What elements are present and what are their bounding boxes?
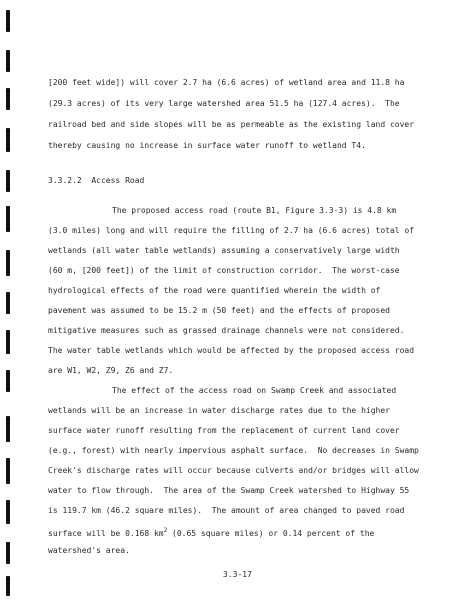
text-line: watershed's area. bbox=[48, 546, 130, 555]
binding-mark bbox=[6, 330, 10, 354]
binding-mark bbox=[6, 88, 10, 110]
text-line: wetlands will be an increase in water discharge rates due to the higher bbox=[48, 406, 390, 415]
text-line: (60 m, [200 feet]) of the limit of construction corridor. The worst-case bbox=[48, 266, 400, 275]
text-line: water to flow through. The area of the Swamp Creek watershed to Highway 55 bbox=[48, 486, 410, 495]
binding-mark bbox=[6, 542, 10, 564]
text-line: The water table wetlands which would be affected by the proposed access road bbox=[48, 346, 415, 355]
binding-mark bbox=[6, 416, 10, 442]
binding-mark bbox=[6, 500, 10, 524]
binding-mark bbox=[6, 10, 10, 32]
text-line: The proposed access road (route B1, Figure 3.3-3) is 4.8 km bbox=[112, 206, 397, 215]
text-line: railroad bed and side slopes will be as permeable as the existing land cover bbox=[48, 120, 415, 129]
superscript: 2 bbox=[163, 527, 168, 534]
text-line: are W1, W2, Z9, Z6 and Z7. bbox=[48, 366, 174, 375]
text-line: is 119.7 km (46.2 square miles). The amount of area changed to paved road bbox=[48, 506, 405, 515]
section-heading: 3.3.2.2 Access Road bbox=[48, 176, 145, 185]
text-line: hydrological effects of the road were quantified wherein the width of bbox=[48, 286, 381, 295]
text-line: mitigative measures such as grassed drainage channels were not considered. bbox=[48, 326, 405, 335]
text-line: [200 feet wide]) will cover 2.7 ha (6.6 acres) of wetland area and 11.8 ha bbox=[48, 78, 405, 87]
text-line: pavement was assumed to be 15.2 m (50 feet) and the effects of proposed bbox=[48, 306, 390, 315]
binding-mark bbox=[6, 206, 10, 232]
binding-mark bbox=[6, 250, 10, 276]
binding-mark bbox=[6, 292, 10, 314]
binding-mark bbox=[6, 170, 10, 192]
binding-mark bbox=[6, 50, 10, 72]
binding-mark bbox=[6, 128, 10, 152]
text-line: surface water runoff resulting from the replacement of current land cover bbox=[48, 426, 400, 435]
text-line: (e.g., forest) with nearly impervious asphalt surface. No decreases in Swamp bbox=[48, 446, 419, 455]
binding-mark bbox=[6, 576, 10, 596]
text-span: surface will be 0.168 km bbox=[48, 529, 164, 538]
binding-mark bbox=[6, 370, 10, 392]
text-line-with-superscript bbox=[48, 526, 374, 539]
text-line: Creek's discharge rates will occur because culverts and/or bridges will allow bbox=[48, 466, 419, 475]
page-number: 3.3-17 bbox=[223, 570, 252, 579]
text-line: (29.3 acres) of its very large watershed area 51.5 ha (127.4 acres). The bbox=[48, 99, 400, 108]
binding-mark bbox=[6, 458, 10, 484]
text-span: (0.65 square miles) or 0.14 percent of the bbox=[167, 529, 375, 538]
text-line: wetlands (all water table wetlands) assuming a conservatively large width bbox=[48, 246, 400, 255]
text-line: (3.0 miles) long and will require the filling of 2.7 ha (6.6 acres) total of bbox=[48, 226, 415, 235]
scan-binding-marks bbox=[6, 0, 10, 600]
text-line: The effect of the access road on Swamp Creek and associated bbox=[112, 386, 397, 395]
text-line: thereby causing no increase in surface water runoff to wetland T4. bbox=[48, 141, 366, 150]
